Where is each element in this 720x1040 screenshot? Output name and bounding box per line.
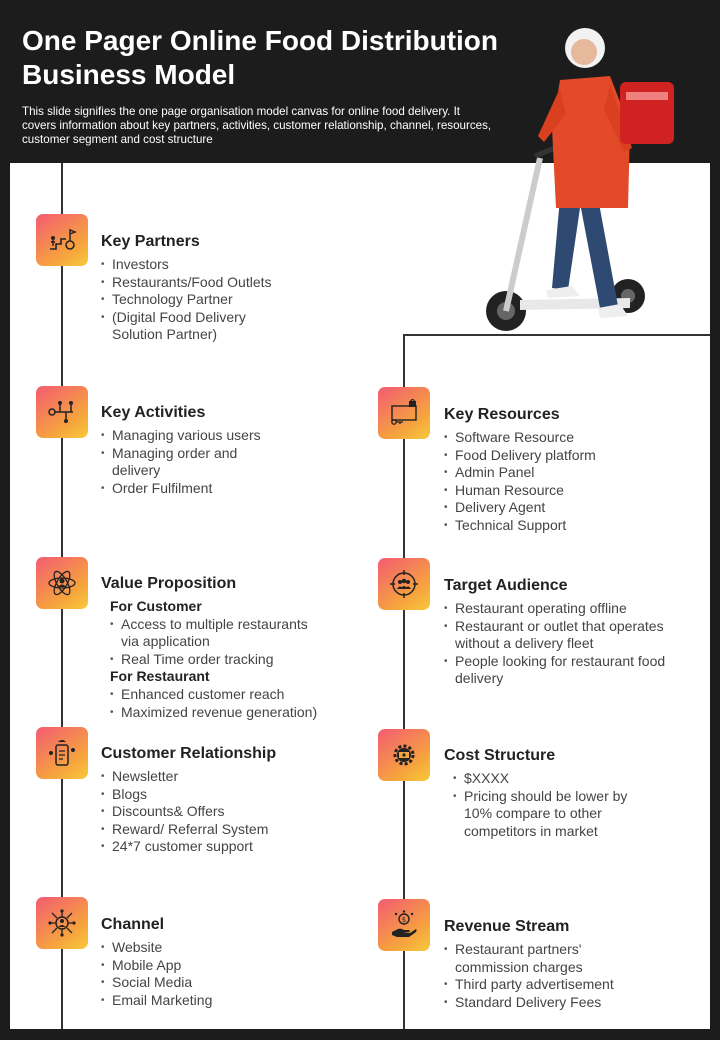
list-item: • Newsletter	[101, 768, 391, 786]
key-partners-list	[101, 256, 391, 344]
list-item: • Reward/ Referral System	[101, 821, 391, 839]
list-item: • Investors	[101, 256, 391, 274]
target-audience-icon-box	[378, 558, 430, 610]
channel-section	[101, 915, 391, 1009]
channel-list	[101, 939, 391, 1009]
list-item: • Restaurants/Food Outlets	[101, 274, 391, 292]
cost-structure-title: Cost Structure	[444, 747, 556, 764]
list-item: • Delivery Agent	[444, 499, 704, 517]
list-item: • Enhanced customer reach	[110, 686, 391, 704]
page-title: One Pager Online Food Distribution Business Model	[22, 25, 499, 90]
cost-structure-icon-box	[378, 729, 430, 781]
value-proposition-icon-box	[36, 557, 88, 609]
key-activities-section	[101, 403, 391, 497]
phone-service-icon	[47, 738, 77, 768]
key-partners-icon-box	[36, 214, 88, 266]
key-partners-section	[101, 232, 391, 344]
key-resources-title: Key Resources	[444, 406, 560, 423]
revenue-stream-list	[444, 941, 704, 1011]
gear-money-icon	[389, 740, 419, 770]
list-item: • People looking for restaurant food delivery	[444, 653, 689, 688]
list-item: • Third party advertisement	[444, 976, 704, 994]
value-proposition-section	[101, 574, 391, 721]
target-audience-section	[444, 576, 704, 688]
list-item: • Social Media	[101, 974, 391, 992]
cost-structure-list	[444, 770, 704, 840]
svg-text:$: $	[401, 916, 407, 924]
list-item: • Maximized revenue generation)	[110, 704, 391, 722]
key-resources-list	[444, 429, 704, 535]
list-item: • Food Delivery platform	[444, 447, 704, 465]
list-item: • (Digital Food Delivery Solution Partner)	[101, 309, 271, 344]
list-item: • Admin Panel	[444, 464, 704, 482]
list-item: • Standard Delivery Fees	[444, 994, 704, 1012]
list-item: • Pricing should be lower by 10% compare to other competitors in market	[453, 788, 643, 841]
list-item: • Blogs	[101, 786, 391, 804]
revenue-stream-section	[444, 917, 704, 1011]
list-item: • Restaurant operating offline	[444, 600, 704, 618]
list-item: • Access to multiple restaurants via application	[110, 616, 325, 651]
network-nodes-icon	[47, 397, 77, 427]
customer-relationship-icon-box	[36, 727, 88, 779]
key-resources-section	[444, 405, 704, 535]
delivery-person-illustration	[480, 18, 680, 338]
key-partners-title: Key Partners	[101, 233, 200, 250]
list-item: • Order Fulfilment	[101, 480, 391, 498]
revenue-stream-title: Revenue Stream	[444, 918, 570, 935]
key-activities-title: Key Activities	[101, 404, 206, 421]
list-item: • Restaurant partners' commission charges	[444, 941, 619, 976]
list-item: • Email Marketing	[101, 992, 391, 1010]
value-proposition-title: Value Proposition	[101, 575, 237, 592]
list-item: • Mobile App	[101, 957, 391, 975]
list-item: • Technology Partner	[101, 291, 391, 309]
page-subtitle: This slide signifies the one page organisation model canvas for online food delivery. It covers information about key partners, activities, customer relationship, channel, resources, customer segment and cost structure	[22, 105, 492, 146]
customer-relationship-section	[101, 744, 391, 856]
revenue-stream-icon-box	[378, 899, 430, 951]
for-customer-list	[101, 616, 391, 669]
stairs-goal-icon	[47, 225, 77, 255]
target-audience-list	[444, 600, 704, 688]
hand-coins-icon	[389, 910, 419, 940]
cost-structure-section	[444, 746, 704, 840]
list-item: • Website	[101, 939, 391, 957]
key-activities-list	[101, 427, 391, 497]
customer-relationship-list	[101, 768, 391, 856]
list-item: • Real Time order tracking	[110, 651, 391, 669]
list-item: • 24*7 customer support	[101, 838, 391, 856]
customer-relationship-title: Customer Relationship	[101, 745, 277, 762]
for-restaurant-list	[101, 686, 391, 721]
list-item: • Discounts& Offers	[101, 803, 391, 821]
list-item: • Managing order and delivery	[101, 445, 261, 480]
list-item: • $XXXX	[453, 770, 704, 788]
for-customer-heading: For Customer	[110, 598, 202, 614]
key-activities-icon-box	[36, 386, 88, 438]
list-item: • Restaurant or outlet that operates without a delivery fleet	[444, 618, 679, 653]
list-item: • Human Resource	[444, 482, 704, 500]
channel-icon-box	[36, 897, 88, 949]
key-resources-icon-box	[378, 387, 430, 439]
list-item: • Technical Support	[444, 517, 704, 535]
user-network-icon	[47, 908, 77, 938]
channel-title: Channel	[101, 916, 165, 933]
for-restaurant-heading: For Restaurant	[110, 668, 210, 685]
target-audience-title: Target Audience	[444, 577, 568, 594]
atom-user-icon	[47, 568, 77, 598]
target-group-icon	[389, 569, 419, 599]
list-item: • Software Resource	[444, 429, 704, 447]
key-lock-icon	[389, 398, 419, 428]
list-item: • Managing various users	[101, 427, 391, 445]
